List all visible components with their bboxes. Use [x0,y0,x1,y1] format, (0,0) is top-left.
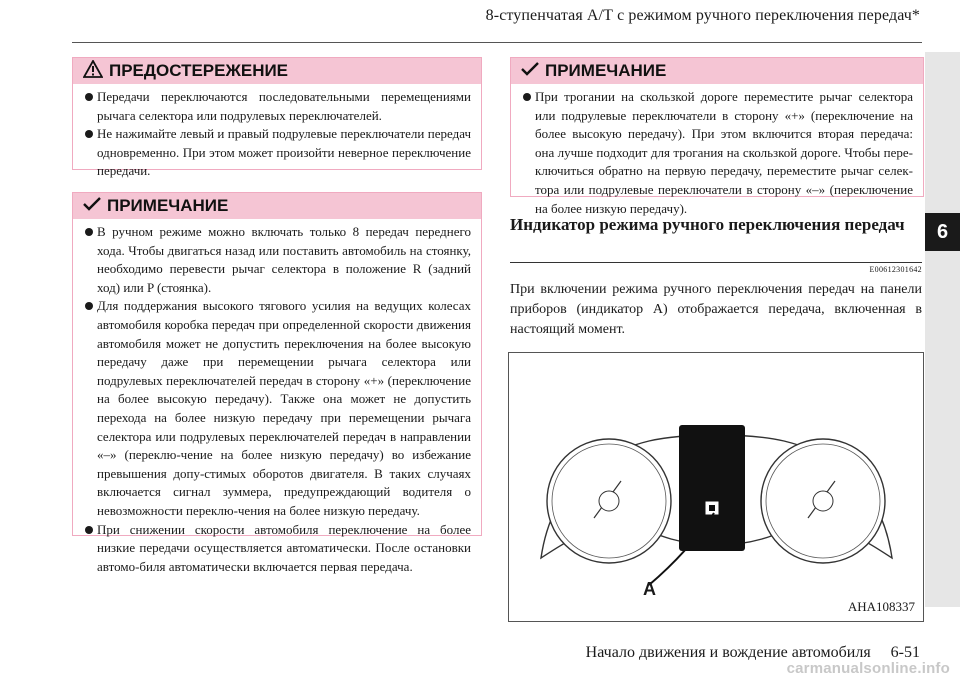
note-item: При трогании на скользкой дороге переместите рычаг селектора или подрулевые переключатели в сторону «+» (переключение на более высокую передачу). При этом включится вторая передача: она лучше подходит для трогания на скользкой дороге. Чтобы пере-ключиться обратно на первую передачу, переместите рычаг селек-тора или подрулевые переключатели в сторону «–» (переключение на более низкую передачу). [521,88,913,218]
header-rule [72,42,922,43]
note-body-right [511,84,923,222]
watermark: carmanualsonline.info [786,660,950,677]
running-header: 8-ступенчатая А/Т с режимом ручного переключения передач* [485,7,920,24]
warning-body [73,84,481,185]
warning-item: Не нажимайте левый и правый подрулевые переключатели передач одновременно. При этом может произойти неверное переключение передачи. [83,125,471,181]
warning-box [72,57,482,179]
note-body-left [73,219,481,580]
note-item: Для поддержания высокого тягового усилия на ведущих колесах автомобиля коробка передач при определенной скорости движения автомобиля может не допустить переключения на более высокую передачу даже при перемещении рычага селектора или подрулевых переключателей передач в сторону «+» (переключение на более высокую передачу). Также она может не допустить перехода на более низкую передачу при перемещении рычага селектора или подрулевых переключателей передач в направлении «–» (переклю-чение на более низкую передачу) во избежание превышения допу-стимых оборотов двигателя. В таких случаях включается сигнал зуммера, предупреждающий водителя о невозможности переклю-чения на более низкую передачу. [83,297,471,520]
section-code: E00612301642 [869,265,922,274]
note-pencil-icon [83,196,101,216]
warning-title: ПРЕДОСТЕРЕЖЕНИЕ [109,61,289,80]
warning-triangle-icon [83,60,103,83]
section-title: Индикатор режима ручного переключения передач [510,215,905,234]
section-paragraph: При включении режима ручного переключения передач на панели приборов (индикатор A) отображается передача, включенная в настоящий момент. [510,282,922,337]
callout-label-a: A [643,579,656,599]
note-box-right [510,57,924,216]
section-rule [510,262,922,263]
page-footer: Начало движения и вождение автомобиля 6-51 [585,644,920,661]
note-title-left: ПРИМЕЧАНИЕ [107,196,229,215]
figure-code: AHA108337 [847,599,915,614]
instrument-cluster-drawing [509,353,923,621]
side-tab-bar [925,52,960,607]
note-header-right [511,58,923,84]
note-item: При снижении скорости автомобиля переключение на более низкие передачи осуществляется автоматически. После остановки автомо-биля автоматически включается первая передача. [83,521,471,577]
note-pencil-icon [521,61,539,81]
warning-header [73,58,481,84]
warning-item: Передачи переключаются последовательными перемещениями рычага селектора или подрулевых переключателей. [83,88,471,125]
note-item: В ручном режиме можно включать только 8 передач переднего хода. Чтобы двигаться назад или поставить автомобиль на стоянку, необходимо перевести рычаг селектора в положение R (задний ход) или P (стоянка). [83,223,471,297]
note-box-left [72,192,482,574]
note-header-left [73,193,481,219]
note-title-right: ПРИМЕЧАНИЕ [545,61,667,80]
chapter-tab[interactable]: 6 [925,213,960,251]
instrument-cluster-figure [508,352,924,622]
